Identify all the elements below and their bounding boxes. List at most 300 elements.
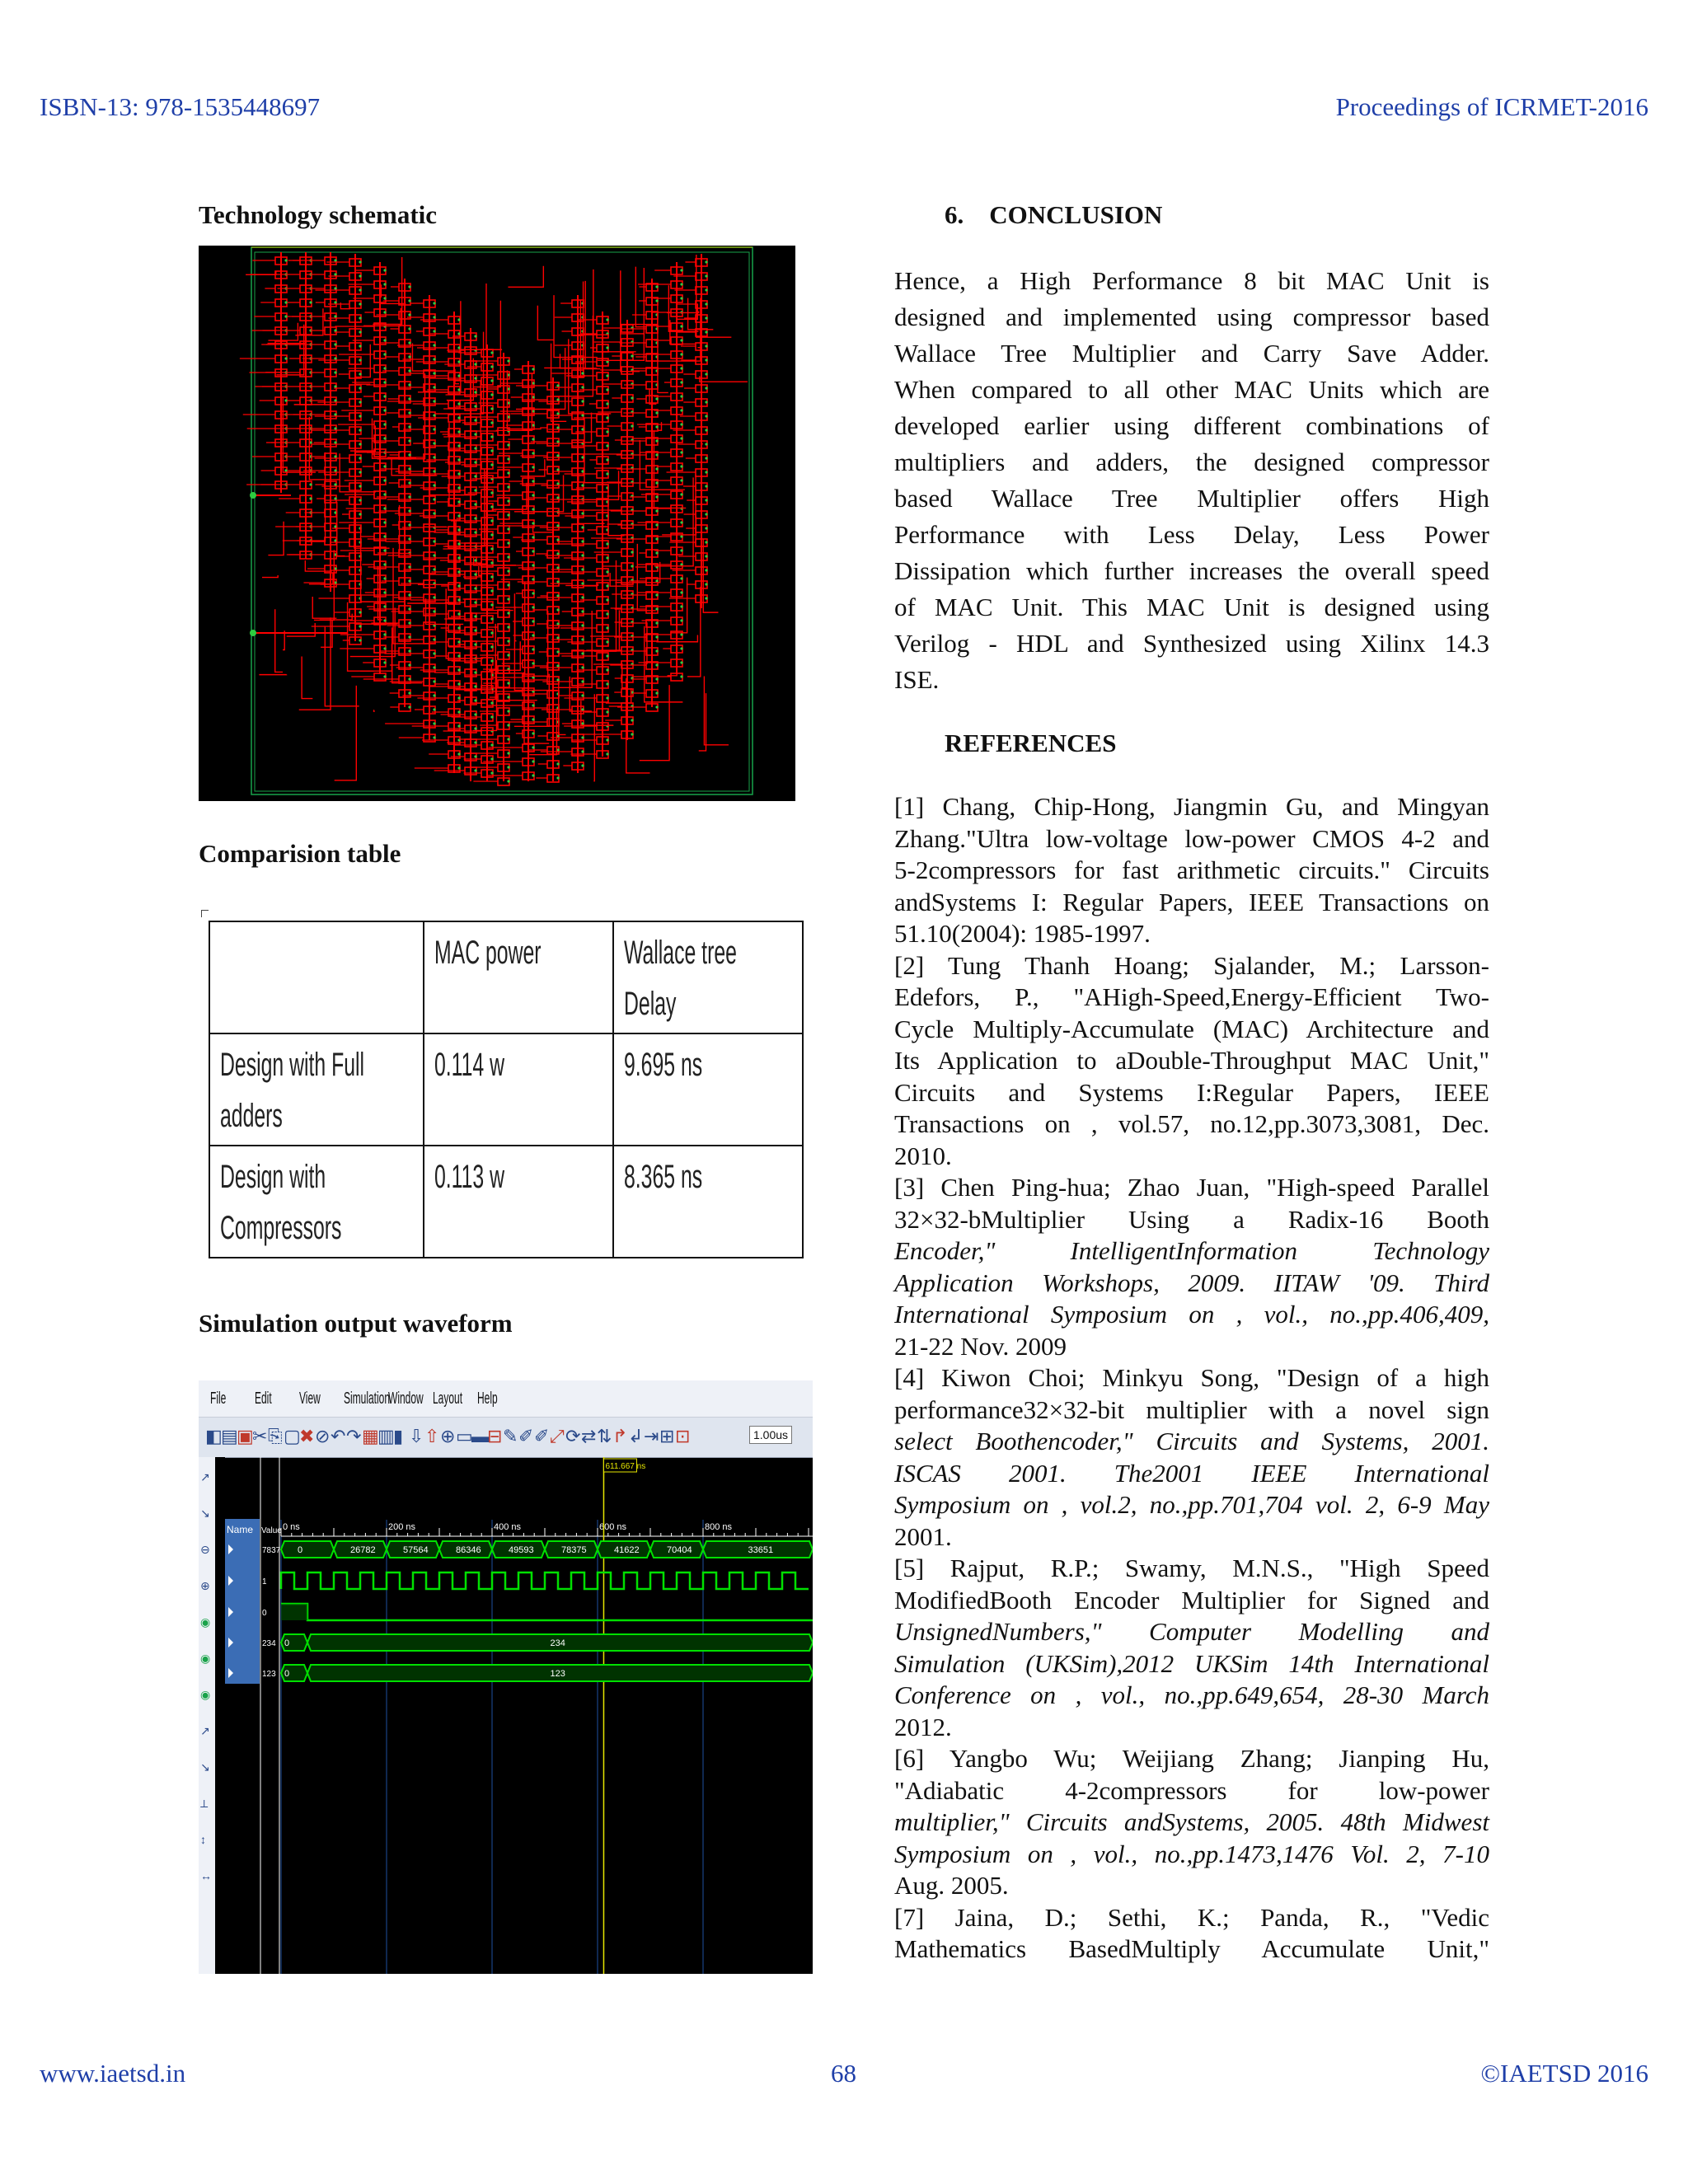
schematic-pin xyxy=(433,428,435,430)
time-display-field[interactable]: 1.00us xyxy=(749,1426,792,1444)
schematic-pin xyxy=(507,752,509,754)
schematic-pin xyxy=(284,399,287,401)
table-cell: Design with Compressors xyxy=(209,1146,424,1258)
toolbar-tool-icon[interactable]: ⊟ xyxy=(487,1426,503,1446)
menu-item-simulation[interactable]: Simulation xyxy=(344,1390,391,1408)
toolbar-tool-icon[interactable]: ✐ xyxy=(534,1426,550,1446)
toolbar-tool-icon[interactable]: ⤢ xyxy=(550,1426,565,1446)
schematic-pin xyxy=(631,551,633,553)
schematic-pin xyxy=(408,649,410,652)
reference-line: [5] Rajput, R.P.; Swamy, M.N.S., "High Speed xyxy=(894,1554,1489,1582)
table-cell: 0.113 w xyxy=(424,1146,613,1258)
schematic-pin xyxy=(581,764,584,766)
table-cell: Design with Full adders xyxy=(209,1033,424,1146)
reference-line: Circuits and Systems I:Regular Papers, IEEE xyxy=(894,1077,1489,1107)
schematic-pin xyxy=(334,427,336,429)
schematic-pin xyxy=(581,708,584,710)
schematic-pin xyxy=(507,766,509,768)
schematic-pin xyxy=(334,469,336,471)
toolbar-tool-icon[interactable]: ▦ xyxy=(362,1426,379,1446)
conclusion-line: When compared to all other MAC Units which are xyxy=(894,375,1489,404)
schematic-pin xyxy=(334,357,336,359)
reference-line: Zhang."Ultra low-voltage low-power CMOS 4-2 and xyxy=(894,823,1489,853)
schematic-pin xyxy=(359,359,361,361)
signal-value: 1 xyxy=(262,1577,267,1586)
schematic-pin xyxy=(359,639,361,641)
menu-item-help[interactable]: Help xyxy=(477,1390,498,1408)
schematic-pin xyxy=(655,677,658,680)
schematic-pin xyxy=(556,650,559,653)
toolbar-tool-icon[interactable]: ✂ xyxy=(252,1426,268,1446)
schematic-pin xyxy=(408,439,410,442)
schematic-pin xyxy=(490,379,493,382)
reference-line: Conference on , vol., no.,pp.649,654, 28-30 March xyxy=(894,1680,1489,1709)
toolbar-tool-icon[interactable]: ⟳ xyxy=(565,1426,581,1446)
schematic-pin xyxy=(433,568,435,570)
schematic-pin xyxy=(490,505,493,508)
schematic-pin xyxy=(474,587,476,589)
schematic-wire xyxy=(703,538,718,612)
schematic-pin xyxy=(556,440,559,443)
side-tool-icon[interactable]: ⟂ xyxy=(200,1797,209,1810)
schematic-pin xyxy=(474,363,476,365)
toolbar-tool-icon[interactable]: ✖ xyxy=(299,1426,315,1446)
schematic-pin xyxy=(359,485,361,487)
schematic-pin xyxy=(334,455,336,457)
schematic-pin xyxy=(532,368,534,370)
toolbar-tool-icon[interactable]: ▭ xyxy=(456,1426,473,1446)
reference-line: [4] Kiwon Choi; Minkyu Song, "Design of a high xyxy=(894,1363,1489,1392)
bus-value: 86346 xyxy=(456,1545,481,1555)
toolbar-tool-icon[interactable]: ▣ xyxy=(237,1426,254,1446)
schematic-pin xyxy=(284,259,287,261)
reference-line: 5-2compressors for fast arithmetic circuits." Circuits xyxy=(894,855,1489,884)
schematic-pin xyxy=(383,535,386,537)
schematic-wire xyxy=(246,271,276,274)
schematic-pin xyxy=(655,285,658,288)
schematic-pin xyxy=(474,699,476,701)
schematic-pin xyxy=(705,499,707,501)
sim-toolbar xyxy=(199,1418,813,1458)
schematic-pin xyxy=(383,339,386,341)
side-tool-icon[interactable]: ↗ xyxy=(200,1724,210,1737)
schematic-pin xyxy=(457,668,460,671)
schematic-pin xyxy=(474,727,476,729)
toolbar-tool-icon[interactable]: ▢ xyxy=(284,1426,301,1446)
conclusion-line: Performance with Less Delay, Less Power xyxy=(894,520,1489,549)
schematic-pin xyxy=(309,497,312,499)
schematic-pin xyxy=(606,556,608,559)
side-tool-icon[interactable]: ↘ xyxy=(200,1507,210,1520)
schematic-pin xyxy=(433,512,435,514)
reference-line: Mathematics BasedMultiply Accumulate Unit," xyxy=(894,1934,1489,1963)
menu-item-window[interactable]: Window xyxy=(388,1390,424,1408)
schematic-pin xyxy=(490,575,493,578)
side-tool-icon[interactable]: ◉ xyxy=(200,1688,211,1701)
schematic-pin xyxy=(556,538,559,541)
toolbar-tool-icon[interactable]: ⇩ xyxy=(409,1426,424,1446)
schematic-pin xyxy=(606,710,608,713)
schematic-pin xyxy=(383,297,386,299)
toolbar-tool-icon[interactable]: ↲ xyxy=(628,1426,644,1446)
schematic-pin xyxy=(457,654,460,657)
schematic-pin xyxy=(581,400,584,402)
toolbar-tool-icon[interactable]: ▤ xyxy=(221,1426,238,1446)
side-tool-icon[interactable]: ⊖ xyxy=(200,1543,210,1556)
schematic-pin xyxy=(490,351,493,354)
schematic-pin xyxy=(705,597,707,599)
side-tool-icon[interactable]: ◉ xyxy=(200,1652,211,1665)
toolbar-tool-icon[interactable]: ▬ xyxy=(471,1426,490,1446)
toolbar-tool-icon[interactable]: ▮ xyxy=(393,1426,404,1446)
schematic-wire xyxy=(302,657,312,699)
schematic-pin xyxy=(655,621,658,624)
schematic-wire xyxy=(275,609,283,672)
schematic-wire xyxy=(571,610,619,650)
schematic-wire xyxy=(593,269,636,352)
conclusion-line: developed earlier using different combinations of xyxy=(894,411,1489,440)
toolbar-tool-icon[interactable]: ✐ xyxy=(518,1426,534,1446)
schematic-pin xyxy=(680,675,682,677)
toolbar-tool-icon[interactable]: ⊞ xyxy=(659,1426,675,1446)
reference-line: Transactions on , vol.57, no.12,pp.3073,3081, Dec. xyxy=(894,1109,1489,1138)
side-tool-icon[interactable]: ◉ xyxy=(200,1615,211,1629)
schematic-pin xyxy=(408,341,410,344)
schematic-pin xyxy=(408,579,410,582)
schematic-pin xyxy=(655,593,658,596)
toolbar-tool-icon[interactable]: ⇥ xyxy=(644,1426,659,1446)
schematic-pin xyxy=(581,540,584,542)
toolbar-tool-icon[interactable]: ⎘ xyxy=(268,1426,283,1446)
schematic-pin xyxy=(581,386,584,388)
reference-line: ISCAS 2001. The2001 IEEE International xyxy=(894,1458,1489,1488)
schematic-pin xyxy=(680,661,682,663)
schematic-pin xyxy=(457,584,460,587)
schematic-pin xyxy=(581,610,584,612)
menu-item-file[interactable]: File xyxy=(210,1390,227,1408)
schematic-pin xyxy=(705,513,707,515)
table-cell: 8.365 ns xyxy=(613,1146,803,1258)
toolbar-tool-icon[interactable]: ⊡ xyxy=(675,1426,691,1446)
name-column-header: Name xyxy=(227,1524,254,1535)
menu-item-layout[interactable]: Layout xyxy=(433,1390,463,1408)
schematic-pin xyxy=(490,533,493,536)
schematic-pin xyxy=(408,327,410,330)
schematic-pin xyxy=(581,638,584,640)
reference-line: [1] Chang, Chip-Hong, Jiangmin Gu, and Mingyan xyxy=(894,792,1489,821)
schematic-pin xyxy=(383,437,386,439)
schematic-pin xyxy=(433,652,435,654)
schematic-pin xyxy=(507,710,509,712)
schematic-wire xyxy=(294,399,325,405)
schematic-pin xyxy=(705,541,707,543)
schematic-pin xyxy=(490,449,493,452)
schematic-pin xyxy=(408,537,410,540)
schematic-pin xyxy=(490,365,493,368)
schematic-pin xyxy=(556,412,559,415)
schematic-pin xyxy=(359,344,361,347)
side-tool-icon[interactable]: ↗ xyxy=(200,1470,210,1483)
schematic-pin xyxy=(705,443,707,445)
schematic-pin xyxy=(705,344,707,347)
schematic-pin xyxy=(705,387,707,389)
reference-line: 2010. xyxy=(894,1141,952,1170)
schematic-pin xyxy=(474,475,476,477)
schematic-pin xyxy=(556,524,559,527)
schematic-pin xyxy=(606,430,608,433)
schematic-pin xyxy=(606,458,608,461)
schematic-pin xyxy=(359,415,361,417)
simulation-screenshot xyxy=(199,1380,813,1974)
table-row xyxy=(209,1033,803,1146)
schematic-pin xyxy=(359,330,361,333)
schematic-pin xyxy=(383,479,386,481)
reference-line: andSystems I: Regular Papers, IEEE Transactions on xyxy=(894,887,1489,916)
schematic-pin xyxy=(556,594,559,597)
schematic-pin xyxy=(581,680,584,682)
schematic-wire xyxy=(647,622,648,663)
toolbar-tool-icon[interactable]: ⊕ xyxy=(440,1426,456,1446)
schematic-pin xyxy=(705,485,707,487)
time-tick-label: 0 ns xyxy=(283,1522,300,1532)
table-cell: 0.114 w xyxy=(424,1033,613,1146)
toolbar-tool-icon[interactable]: ⊘ xyxy=(315,1426,331,1446)
schematic-pin xyxy=(507,696,509,698)
schematic-pin xyxy=(474,461,476,463)
schematic-pin xyxy=(309,301,312,303)
schematic-wire xyxy=(407,523,456,603)
schematic-pin xyxy=(532,592,534,594)
schematic-wire xyxy=(355,344,370,377)
schematic-pin xyxy=(490,771,493,774)
schematic-pin xyxy=(359,625,361,627)
clock-waveform xyxy=(281,1572,809,1589)
schematic-pin xyxy=(490,603,493,606)
schematic-pin xyxy=(359,260,361,263)
schematic-pin xyxy=(556,762,559,765)
schematic-pin xyxy=(606,444,608,447)
schematic-pin xyxy=(433,386,435,388)
schematic-pin xyxy=(334,259,336,261)
schematic-pin xyxy=(705,429,707,431)
schematic-pin xyxy=(606,654,608,657)
toolbar-tool-icon[interactable]: ⇄ xyxy=(581,1426,597,1446)
reference-line: International Symposium on , vol., no.,pp.406,409, xyxy=(894,1300,1489,1329)
table-cell: 9.695 ns xyxy=(613,1033,803,1146)
schematic-pin xyxy=(705,359,707,361)
schematic-pin xyxy=(474,559,476,561)
schematic-wire xyxy=(312,597,336,618)
schematic-pin xyxy=(655,551,658,554)
schematic-pin xyxy=(680,325,682,327)
schematic-pin xyxy=(532,550,534,552)
schematic-pin xyxy=(383,563,386,565)
menu-item-view[interactable]: View xyxy=(299,1390,321,1408)
schematic-pin xyxy=(433,330,435,332)
schematic-pin xyxy=(359,499,361,501)
schematic-wire xyxy=(350,607,395,656)
schematic-pin xyxy=(408,285,410,288)
schematic-pin xyxy=(334,497,336,499)
schematic-pin xyxy=(433,316,435,318)
schematic-pin xyxy=(631,565,633,567)
toolbar-tool-icon[interactable]: ▥ xyxy=(377,1426,395,1446)
schematic-pin xyxy=(490,589,493,592)
schematic-pin xyxy=(408,607,410,610)
schematic-pin xyxy=(490,617,493,620)
schematic-pin xyxy=(408,565,410,568)
proceedings-header: Proceedings of ICRMET-2016 xyxy=(1335,92,1648,121)
signal-value: 7837 xyxy=(262,1546,281,1555)
schematic-wire xyxy=(481,493,497,511)
schematic-pin xyxy=(581,666,584,668)
schematic-pin xyxy=(606,472,608,475)
schematic-inner-border xyxy=(255,252,749,791)
schematic-pin xyxy=(606,570,608,573)
schematic-pin xyxy=(383,409,386,411)
schematic-pin xyxy=(490,547,493,550)
schematic-pin xyxy=(581,722,584,724)
schematic-pin xyxy=(581,582,584,584)
schematic-pin xyxy=(408,355,410,358)
schematic-pin xyxy=(433,610,435,612)
reference-line: Symposium on , vol.2, no.,pp.701,704 vol. 2, 6-9 May xyxy=(894,1490,1489,1519)
reference-line: Application Workshops, 2009. IITAW '09. Third xyxy=(894,1268,1489,1297)
schematic-pin xyxy=(507,513,509,516)
sim-left-toolbar xyxy=(199,1457,215,1974)
schematic-pin xyxy=(408,677,410,680)
schematic-pin xyxy=(490,407,493,410)
schematic-wire xyxy=(658,318,668,392)
schematic-pin xyxy=(532,606,534,608)
reference-line: [6] Yangbo Wu; Weijiang Zhang; Jianping Hu, xyxy=(894,1744,1489,1773)
schematic-pin xyxy=(474,517,476,519)
schematic-pin xyxy=(490,561,493,564)
schematic-pin xyxy=(383,311,386,313)
schematic-pin xyxy=(334,329,336,331)
schematic-pin xyxy=(532,438,534,440)
schematic-wire xyxy=(287,623,316,636)
schematic-wire xyxy=(337,502,345,556)
schematic-pin xyxy=(383,493,386,495)
schematic-pin xyxy=(556,482,559,485)
toolbar-tool-icon[interactable]: ⇧ xyxy=(424,1426,440,1446)
toolbar-tool-icon[interactable]: ◧ xyxy=(205,1426,223,1446)
schematic-pin xyxy=(474,335,476,337)
schematic-pin xyxy=(383,675,386,677)
side-tool-icon[interactable]: ⊕ xyxy=(200,1579,210,1592)
schematic-pin xyxy=(433,596,435,598)
schematic-pin xyxy=(655,649,658,652)
schematic-pin xyxy=(474,671,476,673)
reference-line: Cycle Multiply-Accumulate (MAC) Architecture and xyxy=(894,1014,1489,1043)
side-tool-icon[interactable]: ↕ xyxy=(200,1833,206,1846)
schematic-pin xyxy=(507,499,509,502)
schematic-pin xyxy=(433,708,435,710)
table-header-cell xyxy=(209,921,424,1033)
bus-segment xyxy=(281,1541,334,1558)
schematic-wire xyxy=(687,587,701,677)
conclusion-paragraph xyxy=(894,263,1489,698)
schematic-pin xyxy=(631,396,633,399)
schematic-wire xyxy=(262,575,278,578)
schematic-pin xyxy=(532,480,534,482)
schematic-pin xyxy=(408,481,410,484)
schematic-pin xyxy=(359,302,361,305)
toolbar-tool-icon[interactable]: ↷ xyxy=(346,1426,362,1446)
reset-fill xyxy=(281,1604,307,1620)
schematic-pin xyxy=(655,523,658,526)
schematic-pin xyxy=(581,470,584,472)
schematic-pin xyxy=(359,429,361,431)
toolbar-tool-icon[interactable]: ↶ xyxy=(331,1426,346,1446)
time-tick-label: 600 ns xyxy=(599,1522,627,1532)
schematic-pin xyxy=(606,598,608,601)
schematic-pin xyxy=(474,629,476,631)
schematic-pin xyxy=(474,433,476,435)
schematic-pin xyxy=(359,513,361,515)
schematic-pin xyxy=(581,512,584,514)
schematic-pin xyxy=(433,666,435,668)
schematic-pin xyxy=(680,437,682,439)
toolbar-tool-icon[interactable]: ↱ xyxy=(612,1426,628,1446)
schematic-pin xyxy=(474,685,476,687)
toolbar-tool-icon[interactable]: ⇅ xyxy=(597,1426,612,1446)
schematic-pin xyxy=(383,577,386,579)
schematic-pin xyxy=(383,395,386,397)
schematic-pin xyxy=(680,619,682,621)
side-tool-icon[interactable]: ↔ xyxy=(200,1869,212,1882)
schematic-pin xyxy=(334,441,336,443)
schematic-pin xyxy=(474,601,476,603)
schematic-pin xyxy=(334,343,336,345)
conclusion-line: designed and implemented using compressor based xyxy=(894,302,1489,331)
toolbar-tool-icon[interactable]: ✎ xyxy=(503,1426,518,1446)
schematic-pin xyxy=(655,509,658,512)
schematic-pin xyxy=(705,471,707,473)
schematic-pin xyxy=(457,416,460,419)
table-corner-mark xyxy=(201,910,209,917)
schematic-pin xyxy=(606,402,608,405)
time-tick-label: 800 ns xyxy=(705,1522,733,1532)
schematic-pin xyxy=(655,411,658,414)
schematic-pin xyxy=(606,752,608,755)
schematic-wire xyxy=(594,560,617,651)
schematic-pin xyxy=(433,722,435,724)
side-tool-icon[interactable]: ↘ xyxy=(200,1760,210,1774)
schematic-pin xyxy=(606,346,608,349)
reference-line: "Adiabatic 4-2compressors for low-power xyxy=(894,1775,1489,1805)
schematic-pin xyxy=(556,454,559,457)
schematic-pin xyxy=(433,442,435,444)
schematic-pin xyxy=(383,507,386,509)
schematic-pin xyxy=(581,624,584,626)
schematic-pin xyxy=(680,633,682,635)
schematic-pin xyxy=(556,384,559,387)
schematic-pin xyxy=(507,682,509,684)
schematic-pin xyxy=(474,531,476,533)
website-footer: www.iaetsd.in xyxy=(40,2059,186,2088)
schematic-wire xyxy=(537,306,553,340)
schematic-pin xyxy=(581,428,584,430)
schematic-pin xyxy=(680,283,682,285)
menu-item-edit[interactable]: Edit xyxy=(255,1390,272,1408)
schematic-pin xyxy=(334,301,336,303)
schematic-pin xyxy=(334,385,336,387)
schematic-pin xyxy=(408,523,410,526)
schematic-pin xyxy=(680,591,682,593)
conclusion-line: Dissipation which further increases the overall speed xyxy=(894,556,1489,585)
